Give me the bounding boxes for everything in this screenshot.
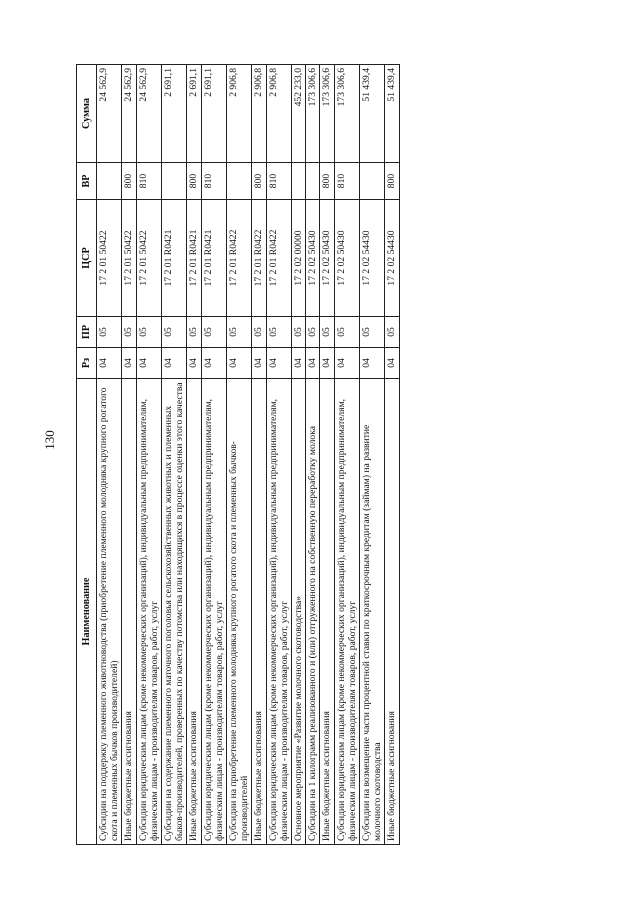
cell-sum: 24 562,9 — [136, 65, 161, 163]
cell-sum: 2 906,8 — [227, 65, 252, 163]
cell-rz: 04 — [385, 348, 399, 379]
cell-csr: 17 2 01 50422 — [122, 200, 136, 317]
cell-vr: 810 — [201, 163, 226, 200]
cell-rz: 04 — [334, 348, 359, 379]
cell-sum: 173 306,6 — [334, 65, 359, 163]
cell-name: Иные бюджетные ассигнования — [320, 379, 334, 845]
cell-csr: 17 2 01 R0421 — [201, 200, 226, 317]
table-container — [76, 65, 532, 845]
cell-pr: 05 — [122, 317, 136, 348]
cell-csr: 17 2 02 50430 — [320, 200, 334, 317]
cell-pr: 05 — [292, 317, 306, 348]
cell-name: Основное мероприятие «Развитие молочного скотоводства» — [292, 379, 306, 845]
cell-name: Субсидии на возмещение части процентной ставки по краткосрочным кредитам (займам) на развитие молочного скотоводства — [360, 379, 385, 845]
cell-pr: 05 — [252, 317, 266, 348]
cell-pr: 05 — [334, 317, 359, 348]
cell-name: Субсидии юридическим лицам (кроме некоммерческих организаций), индивидуальным предпринимателям, физическим лицам - производителям товаров, работ, услуг — [334, 379, 359, 845]
table-row — [136, 65, 161, 845]
page-number: 130 — [42, 430, 57, 450]
cell-csr: 17 2 02 54430 — [385, 200, 399, 317]
cell-rz: 04 — [227, 348, 252, 379]
cell-name: Субсидии на содержание племенного маточного поголовья сельскохозяйственных животных и племенных быков-производителей, проверенных по качеству потомства или находящихся в процессе оценки этого качества — [162, 379, 187, 845]
budget-table — [76, 64, 400, 845]
cell-csr: 17 2 02 54430 — [360, 200, 385, 317]
cell-vr: 810 — [136, 163, 161, 200]
cell-pr: 05 — [227, 317, 252, 348]
cell-vr — [306, 163, 320, 200]
cell-csr: 17 2 01 50422 — [97, 200, 122, 317]
cell-csr: 17 2 01 R0422 — [252, 200, 266, 317]
table-row — [385, 65, 399, 845]
cell-csr: 17 2 01 R0421 — [187, 200, 201, 317]
rotated-page-area — [76, 65, 532, 845]
cell-vr: 810 — [266, 163, 291, 200]
cell-pr: 05 — [201, 317, 226, 348]
header-vr: ВР — [77, 163, 97, 200]
cell-name: Субсидии на поддержку племенного животноводства (приобретение племенного молодняка крупного рогатого скота и племенных бычков производителей) — [97, 379, 122, 845]
cell-pr: 05 — [385, 317, 399, 348]
table-row — [187, 65, 201, 845]
cell-rz: 04 — [136, 348, 161, 379]
cell-vr — [97, 163, 122, 200]
header-pr: ПР — [77, 317, 97, 348]
header-name: Наименование — [77, 379, 97, 845]
cell-rz: 04 — [306, 348, 320, 379]
cell-sum: 173 306,6 — [306, 65, 320, 163]
cell-rz: 04 — [162, 348, 187, 379]
table-row — [162, 65, 187, 845]
cell-name: Субсидии юридическим лицам (кроме некоммерческих организаций), индивидуальным предпринимателям, физическим лицам - производителям товаров, работ, услуг — [201, 379, 226, 845]
cell-pr: 05 — [162, 317, 187, 348]
cell-pr: 05 — [187, 317, 201, 348]
cell-name: Иные бюджетные ассигнования — [385, 379, 399, 845]
header-csr: ЦСР — [77, 200, 97, 317]
cell-sum: 2 691,1 — [201, 65, 226, 163]
cell-sum: 2 906,8 — [252, 65, 266, 163]
cell-sum: 24 562,9 — [97, 65, 122, 163]
cell-vr: 800 — [385, 163, 399, 200]
cell-pr: 05 — [320, 317, 334, 348]
table-row — [306, 65, 320, 845]
table-header-row — [77, 65, 97, 845]
cell-pr: 05 — [306, 317, 320, 348]
cell-vr: 800 — [122, 163, 136, 200]
cell-pr: 05 — [136, 317, 161, 348]
cell-rz: 04 — [252, 348, 266, 379]
table-row — [334, 65, 359, 845]
cell-sum: 173 306,6 — [320, 65, 334, 163]
table-row — [360, 65, 385, 845]
cell-sum: 2 691,1 — [187, 65, 201, 163]
cell-csr: 17 2 01 R0422 — [227, 200, 252, 317]
cell-rz: 04 — [122, 348, 136, 379]
table-body — [97, 65, 400, 845]
cell-rz: 04 — [187, 348, 201, 379]
table-row — [252, 65, 266, 845]
cell-csr: 17 2 01 50422 — [136, 200, 161, 317]
cell-name: Иные бюджетные ассигнования — [122, 379, 136, 845]
cell-vr: 810 — [334, 163, 359, 200]
header-rz: Рз — [77, 348, 97, 379]
table-row — [292, 65, 306, 845]
cell-vr: 800 — [252, 163, 266, 200]
cell-name: Субсидии юридическим лицам (кроме некоммерческих организаций), индивидуальным предпринимателям, физическим лицам - производителям товаров, работ, услуг — [266, 379, 291, 845]
cell-vr: 800 — [320, 163, 334, 200]
cell-rz: 04 — [360, 348, 385, 379]
cell-pr: 05 — [360, 317, 385, 348]
cell-sum: 452 233,0 — [292, 65, 306, 163]
cell-sum: 51 439,4 — [360, 65, 385, 163]
table-row — [227, 65, 252, 845]
cell-csr: 17 2 02 50430 — [334, 200, 359, 317]
cell-rz: 04 — [97, 348, 122, 379]
cell-name: Субсидии юридическим лицам (кроме некоммерческих организаций), индивидуальным предпринимателям, физическим лицам - производителям товаров, работ, услуг — [136, 379, 161, 845]
table-row — [201, 65, 226, 845]
cell-name: Субсидии на приобретение племенного молодняка крупного рогатого скота и племенных бычков-производителей — [227, 379, 252, 845]
cell-sum: 24 562,9 — [122, 65, 136, 163]
cell-rz: 04 — [292, 348, 306, 379]
cell-vr: 800 — [187, 163, 201, 200]
cell-vr — [162, 163, 187, 200]
cell-csr: 17 2 01 R0422 — [266, 200, 291, 317]
cell-rz: 04 — [320, 348, 334, 379]
table-row — [122, 65, 136, 845]
cell-sum: 2 691,1 — [162, 65, 187, 163]
cell-name: Иные бюджетные ассигнования — [187, 379, 201, 845]
cell-pr: 05 — [97, 317, 122, 348]
cell-rz: 04 — [266, 348, 291, 379]
table-row — [320, 65, 334, 845]
table-row — [266, 65, 291, 845]
table-row — [97, 65, 122, 845]
cell-sum: 51 439,4 — [385, 65, 399, 163]
cell-csr: 17 2 02 00000 — [292, 200, 306, 317]
cell-rz: 04 — [201, 348, 226, 379]
cell-csr: 17 2 02 50430 — [306, 200, 320, 317]
cell-name: Иные бюджетные ассигнования — [252, 379, 266, 845]
cell-vr — [360, 163, 385, 200]
cell-vr — [227, 163, 252, 200]
cell-pr: 05 — [266, 317, 291, 348]
cell-sum: 2 906,8 — [266, 65, 291, 163]
cell-vr — [292, 163, 306, 200]
cell-csr: 17 2 01 R0421 — [162, 200, 187, 317]
cell-name: Субсидии на 1 килограмм реализованного и (или) отгруженного на собственную переработку молока — [306, 379, 320, 845]
header-sum: Сумма — [77, 65, 97, 163]
